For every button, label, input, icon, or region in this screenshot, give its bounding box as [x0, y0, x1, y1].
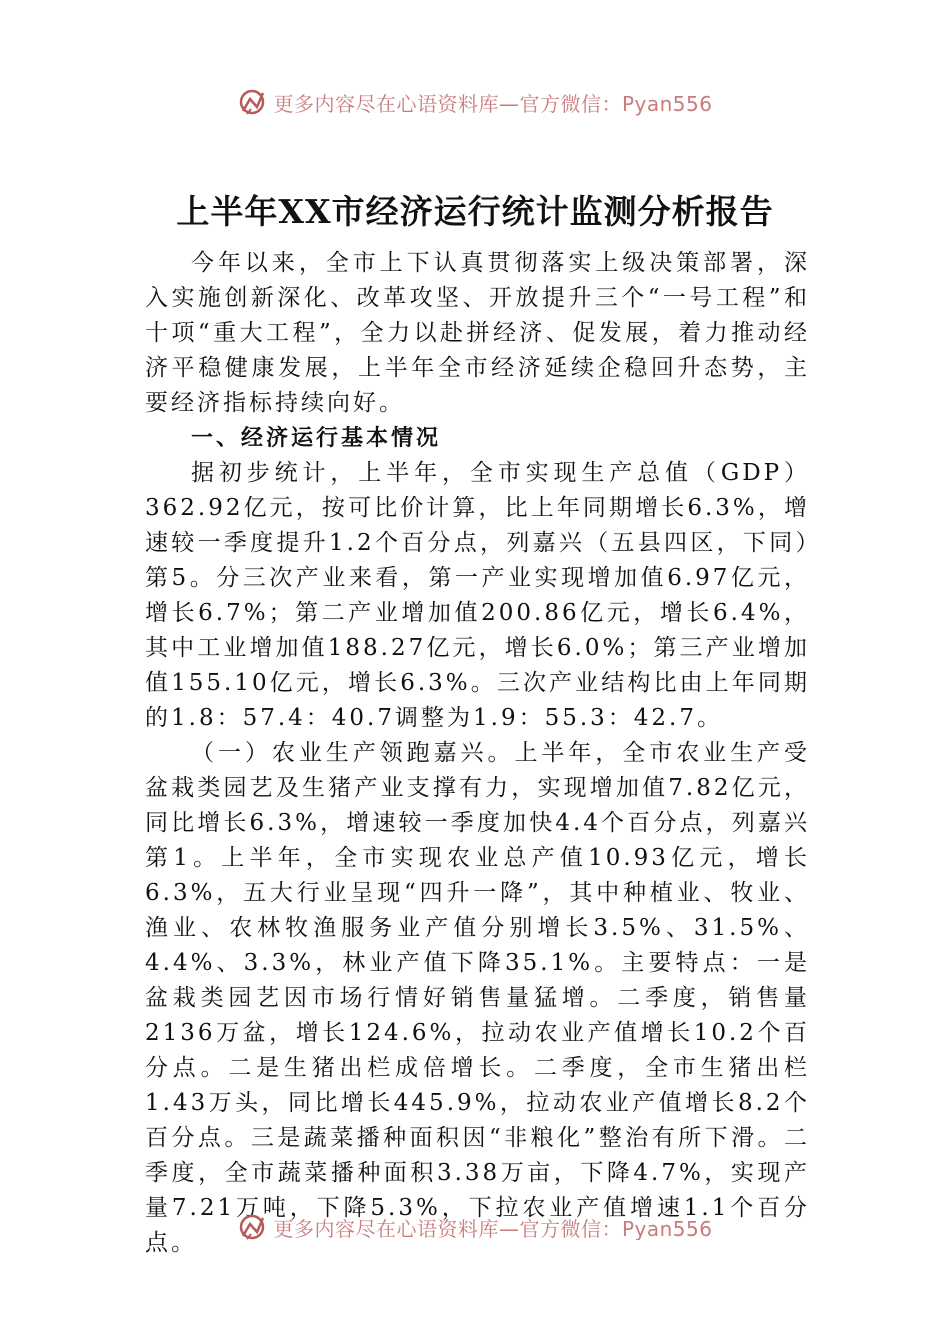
document-title: 上半年XX市经济运行统计监测分析报告	[176, 192, 774, 231]
subsection-body: 上半年，全市农业生产受盆栽类园艺及生猪产业支撑有力，实现增加值7.82亿元，同比增长6.3%，增速较一季度加快4.4个百分点，列嘉兴第1。上半年，全市实现农业总产值10.93亿元，增长6.3%，五大行业呈现“四升一降”，其中种植业、牧业、渔业、农林牧渔服务业产值分别增长3.5%、31.5%、4.4%、3.3%，林业产值下降35.1%。主要特点：一是盆栽类园艺因市场行情好销售量猛增。二季度，销售量2136万盆，增长124.6%，拉动农业产值增长10.2个百分点。二是生猪出栏成倍增长。二季度，全市生猪出栏1.43万头，同比增长445.9%，拉动农业产值增长8.2个百分点。三是蔬菜播种面积因“非粮化”整治有所下滑。二季度，全市蔬菜播种面积3.38万亩，下降4.7%，实现产量7.21万吨，下降5.3%，下拉农业产值增速1.1个百分点。	[145, 740, 811, 1256]
document-body	[145, 246, 810, 1261]
watermark-text: 更多内容尽在心语资料库—官方微信：Pyan556	[273, 91, 713, 116]
intro-paragraph: 今年以来，全市上下认真贯彻落实上级决策部署，深入实施创新深化、改革攻坚、开放提升三个“一号工程”和十项“重大工程”，全力以赴拼经济、促发展，着力推动经济平稳健康发展，上半年全市经济延续企稳回升态势，主要经济指标持续向好。	[145, 250, 810, 416]
watermark-text: 更多内容尽在心语资料库—官方微信：Pyan556	[273, 1216, 713, 1240]
section-paragraph: 据初步统计，上半年，全市实现生产总值（GDP）362.92亿元，按可比价计算，比上年同期增长6.3%，增速较一季度提升1.2个百分点，列嘉兴（五县四区，下同）第5。分三次产业来看，第一产业实现增加值6.97亿元，增长6.7%；第二产业增加值200.86亿元，增长6.4%，其中工业增加值188.27亿元，增长6.0%；第三产业增加值155.10亿元，增长6.3%。三次产业结构比由上年同期的1.8：57.4：40.7调整为1.9：55.3：42.7。	[145, 460, 810, 731]
section-heading: 一、经济运行基本情况	[191, 426, 442, 451]
subsection-lead: （一）农业生产领跑嘉兴。	[191, 740, 515, 766]
watermark-header	[0, 82, 950, 122]
subsection-paragraph	[145, 736, 810, 1261]
ribbon-logo-icon	[237, 87, 267, 117]
watermark-footer	[0, 1204, 950, 1240]
ribbon-logo-icon	[237, 1212, 267, 1240]
